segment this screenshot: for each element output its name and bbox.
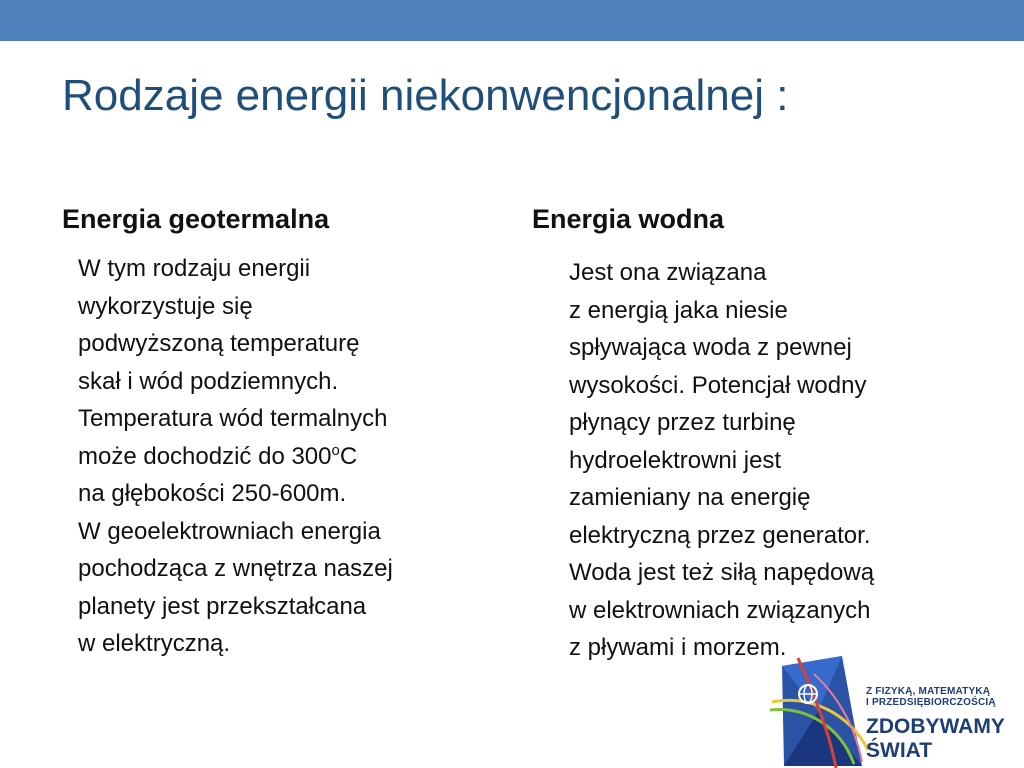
heading-hydro: Energia wodna bbox=[532, 204, 725, 234]
geothermal-line: wykorzystuje się bbox=[78, 292, 253, 320]
geothermal-line: pochodząca z wnętrza naszej bbox=[78, 555, 393, 582]
hydro-line: hydroelektrowni jest bbox=[569, 446, 782, 474]
geothermal-line: W tym rodzaju energii bbox=[78, 255, 311, 282]
hydro-line: Jest ona związana bbox=[569, 259, 767, 286]
geothermal-line: W geoelektrowniach energia bbox=[78, 517, 381, 545]
hydro-line: zamieniany na energię bbox=[569, 484, 811, 511]
logo-tagline-1: Z FIZYKĄ, MATEMATYKĄ bbox=[866, 686, 991, 697]
hydro-line: płynący przez turbinę bbox=[569, 409, 796, 436]
geothermal-line: na głębokości 250-600m. bbox=[78, 480, 347, 507]
project-logo bbox=[770, 654, 1024, 768]
hydro-line: w elektrowniach związanych bbox=[569, 596, 871, 624]
heading-geothermal: Energia geotermalna bbox=[62, 204, 330, 234]
logo-mark-icon bbox=[770, 654, 870, 768]
logo-tagline-2: I PRZEDSIĘBIORCZOŚCIĄ bbox=[866, 697, 996, 708]
geothermal-line: skał i wód podziemnych. bbox=[78, 367, 339, 395]
degree-superscript: o bbox=[331, 441, 340, 459]
top-accent-bar bbox=[0, 0, 1024, 41]
temperature-text: może dochodzić do 300 bbox=[78, 442, 332, 470]
logo-wordmark-2: ŚWIAT bbox=[866, 739, 933, 762]
hydro-description bbox=[569, 254, 874, 667]
hydro-line: z pływami i morzem. bbox=[569, 634, 787, 661]
geothermal-line: Temperatura wód termalnych bbox=[78, 405, 388, 432]
geothermal-line: w elektryczną. bbox=[78, 630, 231, 657]
logo-wordmark-1: ZDOBYWAMY bbox=[866, 715, 1005, 738]
hydro-line: Woda jest też siłą napędową bbox=[569, 559, 875, 586]
temperature-unit: C bbox=[339, 442, 358, 470]
geothermal-line: podwyższoną temperaturę bbox=[78, 330, 360, 357]
hydro-line: elektryczną przez generator. bbox=[569, 521, 871, 549]
hydro-line: spływająca woda z pewnej bbox=[569, 334, 852, 361]
hydro-line: wysokości. Potencjał wodny bbox=[569, 371, 867, 399]
slide-title: Rodzaje energii niekonwencjonalnej : bbox=[62, 71, 789, 120]
geothermal-description bbox=[78, 250, 393, 663]
geothermal-line-temperature bbox=[78, 438, 393, 476]
logo-text bbox=[866, 686, 1024, 763]
geothermal-line: planety jest przekształcana bbox=[78, 592, 367, 620]
hydro-line: z energią jaka niesie bbox=[569, 296, 788, 324]
